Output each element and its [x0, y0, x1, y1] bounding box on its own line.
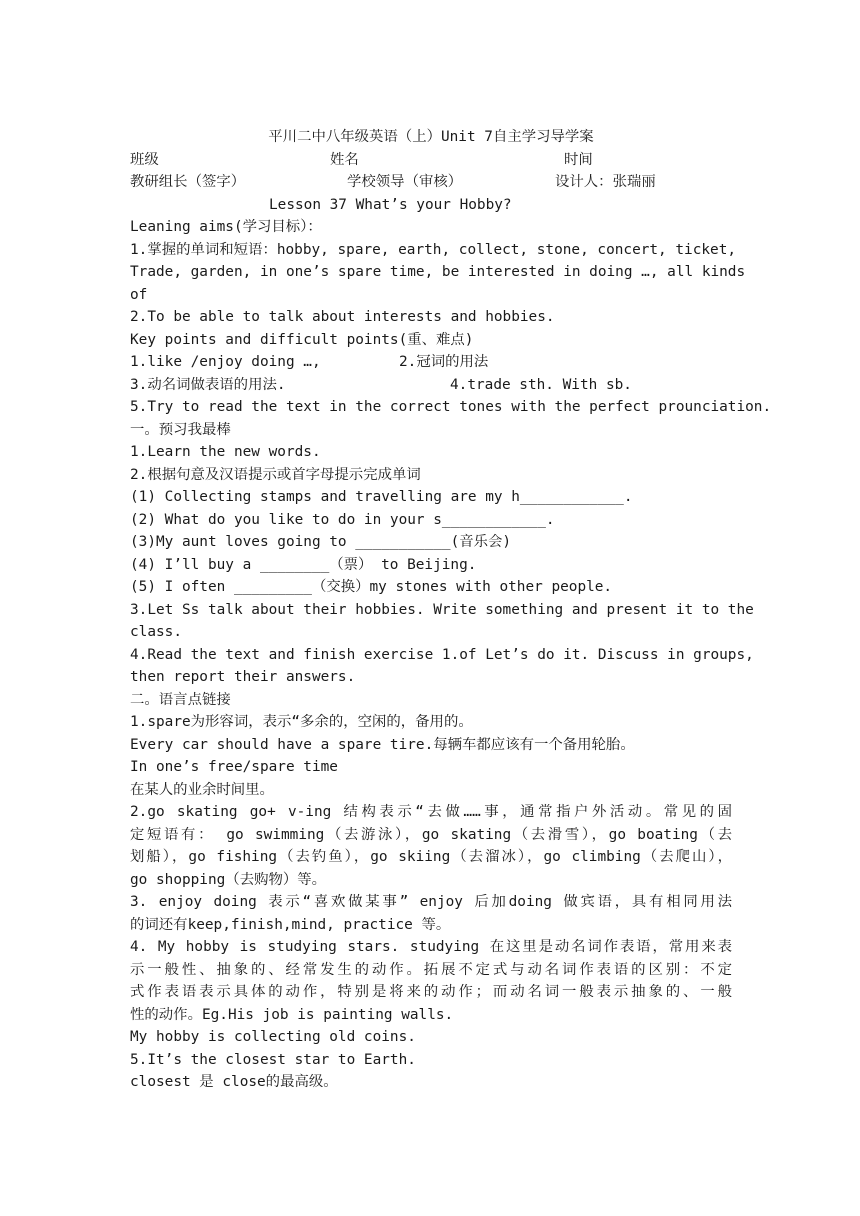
point-5-note: closest 是 close的最高级。: [130, 1074, 338, 1090]
group-leader-label: 教研组长（签字）: [130, 174, 246, 190]
key-points-row-1: [130, 351, 732, 374]
aims-item-1-line-2: Trade, garden, in one’s spare time, be interested in doing …, all kinds: [130, 264, 746, 280]
lesson-title: Lesson 37 What’s your Hobby?: [269, 196, 512, 213]
point-4-line-1: 4. My hobby is studying stars. studying 在这里是动名词作表语，常用来表: [130, 939, 732, 955]
aims-item-2: 2.To be able to talk about interests and hobbies.: [130, 309, 555, 325]
exercise-question-3: (3)My aunt loves going to ___________(音乐会): [130, 534, 512, 550]
key-point-3: 3.动名词做表语的用法.: [130, 376, 286, 393]
point-4-line-4: 性的动作。Eg.His job is painting walls.: [130, 1006, 454, 1023]
exercise-question-5: (5) I often _________（交换）my stones with other people.: [130, 579, 613, 595]
key-points-heading: Key points and difficult points(重、难点): [130, 331, 474, 348]
key-point-2: 2.冠词的用法: [399, 354, 489, 370]
point-1: 1.spare为形容词，表示“多余的，空闲的，备用的。: [130, 714, 473, 730]
point-2-line-3: 划船），go fishing（去钓鱼），go skiing（去溜冰），go climbing（去爬山），: [130, 849, 732, 865]
point-1-example: Every car should have a spare tire.每辆车都应该有一个备用轮胎。: [130, 736, 635, 753]
info-row-2: [130, 171, 732, 194]
name-label: 姓名: [330, 151, 359, 168]
section-1-heading: 一。预习我最棒: [130, 421, 231, 438]
key-point-4: 4.trade sth. With sb.: [450, 376, 632, 393]
point-3-line-1: 3. enjoy doing 表示“喜欢做某事” enjoy 后加doing 做宾语，具有相同用法: [130, 894, 732, 910]
exercise-question-4: (4) I’ll buy a ________（票） to Beijing.: [130, 556, 477, 573]
section-1-item-1: 1.Learn the new words.: [130, 444, 321, 460]
point-4-line-2: 示一般性、抽象的、经常发生的动作。拓展不定式与动名词作表语的区别：不定: [130, 961, 732, 978]
designer-label: 设计人：张瑞丽: [555, 174, 656, 190]
point-2-line-2: 定短语有： go swimming（去游泳），go skating（去滑雪），go boating（去: [130, 826, 732, 843]
section-1-item-4-line-2: then report their answers.: [130, 669, 356, 685]
class-label: 班级: [130, 151, 159, 168]
info-row-1: [130, 149, 732, 172]
point-1-phrase-cn: 在某人的业余时间里。: [130, 781, 274, 798]
section-1-item-3-line-2: class.: [130, 624, 182, 640]
point-3-line-2: 的词还有keep,finish,mind, practice 等。: [130, 916, 451, 933]
document-page: [130, 126, 772, 1094]
time-label: 时间: [564, 151, 593, 168]
point-1-phrase: In one’s free/spare time: [130, 759, 338, 775]
aims-heading: Leaning aims(学习目标）：: [130, 219, 322, 235]
section-1-item-3-line-1: 3.Let Ss talk about their hobbies. Write something and present it to the: [130, 601, 754, 618]
key-points-row-2: [130, 374, 732, 397]
exercise-question-1: (1) Collecting stamps and travelling are my h____________.: [130, 489, 633, 505]
school-leader-label: 学校领导（审核）: [347, 174, 463, 190]
point-2-line-4: go shopping（去购物）等。: [130, 871, 327, 888]
point-4-example: My hobby is collecting old coins.: [130, 1029, 416, 1045]
point-4-line-3: 式作表语表示具体的动作，特别是将来的动作；而动名词一般表示抽象的、一般: [130, 984, 732, 1000]
section-1-item-4-line-1: 4.Read the text and finish exercise 1.of Let’s do it. Discuss in groups,: [130, 646, 754, 663]
point-5: 5.It’s the closest star to Earth.: [130, 1051, 416, 1068]
key-point-1: 1.like /enjoy doing …,: [130, 354, 321, 370]
exercise-question-2: (2) What do you like to do in your s____________.: [130, 511, 555, 528]
section-2-heading: 二。语言点链接: [130, 691, 231, 708]
section-1-item-2: 2.根据句意及汉语提示或首字母提示完成单词: [130, 466, 421, 483]
document-title: 平川二中八年级英语（上）Unit 7自主学习导学案: [268, 129, 594, 145]
aims-item-1-line-3: of: [130, 286, 148, 303]
key-point-5: 5.Try to read the text in the correct tones with the perfect prounciation.: [130, 399, 772, 415]
aims-item-1-line-1: 1.掌握的单词和短语：hobby, spare, earth, collect, stone, concert, ticket,: [130, 241, 737, 258]
point-2-line-1: 2.go skating go+ v-ing 结构表示“去做……事，通常指户外活动。常见的固: [130, 804, 732, 820]
